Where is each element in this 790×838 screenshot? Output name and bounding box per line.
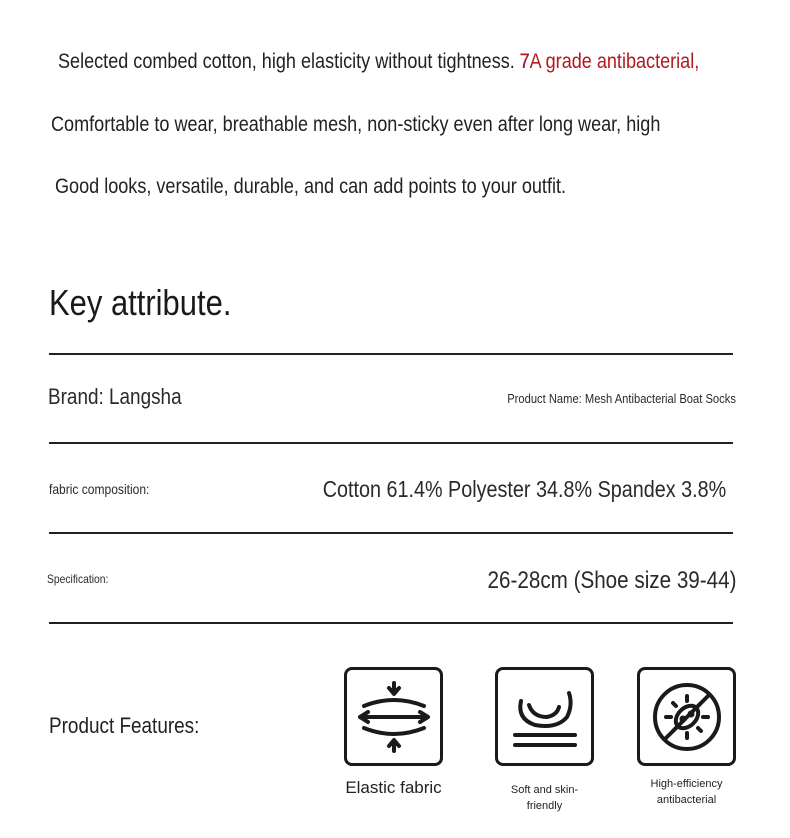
intro-line-3 [55,175,649,199]
feature-elastic [344,667,443,796]
product-name-text [470,391,736,406]
spec-value [447,567,736,595]
divider-4 [49,622,733,624]
divider-1 [49,353,733,355]
spec-value-text: 26-28cm (Shoe size 39-44) [487,567,736,594]
intro-line-2 [51,113,760,137]
soft-skin-icon [495,667,594,766]
product-name-value: Product Name: Mesh Antibacterial Boat Socks [507,391,736,406]
intro-line-2-text: Comfortable to wear, breathable mesh, non-sticky even after long wear, high [51,113,661,136]
feature-antibacterial [637,667,736,808]
divider-3 [49,532,733,534]
product-features-text: Product Features: [49,713,200,738]
fabric-label-text: fabric composition: [49,481,150,497]
intro-line-1-text: Selected combed cotton, high elasticity without tightness. 7 [58,50,530,73]
feature-elastic-label: Elastic fabric [345,778,442,797]
feature-soft-label: Soft and skin-friendly [510,784,579,812]
product-features-label [49,713,224,739]
brand-text [48,384,203,410]
divider-2 [49,442,733,444]
heading-text: Key attribute. [49,282,232,323]
intro-line-1 [58,50,790,74]
spec-label [47,572,118,586]
fabric-value-text: Cotton 61.4% Polyester 34.8% Spandex 3.8% [322,476,726,502]
feature-antibacterial-label: High-efficiency antibacterial [650,778,723,806]
intro-line-3-text: Good looks, versatile, durable, and can add points to your outfit. [55,175,567,198]
fabric-value [257,476,726,503]
spec-label-text: Specification: [47,572,109,586]
fabric-label [49,481,166,497]
brand-value: Brand: Langsha [48,384,182,409]
intro-highlight: 7A grade antibacterial, [519,50,700,73]
elastic-fabric-icon [344,667,443,766]
feature-soft [495,667,594,814]
antibacterial-icon [637,667,736,766]
key-attribute-heading [49,282,261,324]
